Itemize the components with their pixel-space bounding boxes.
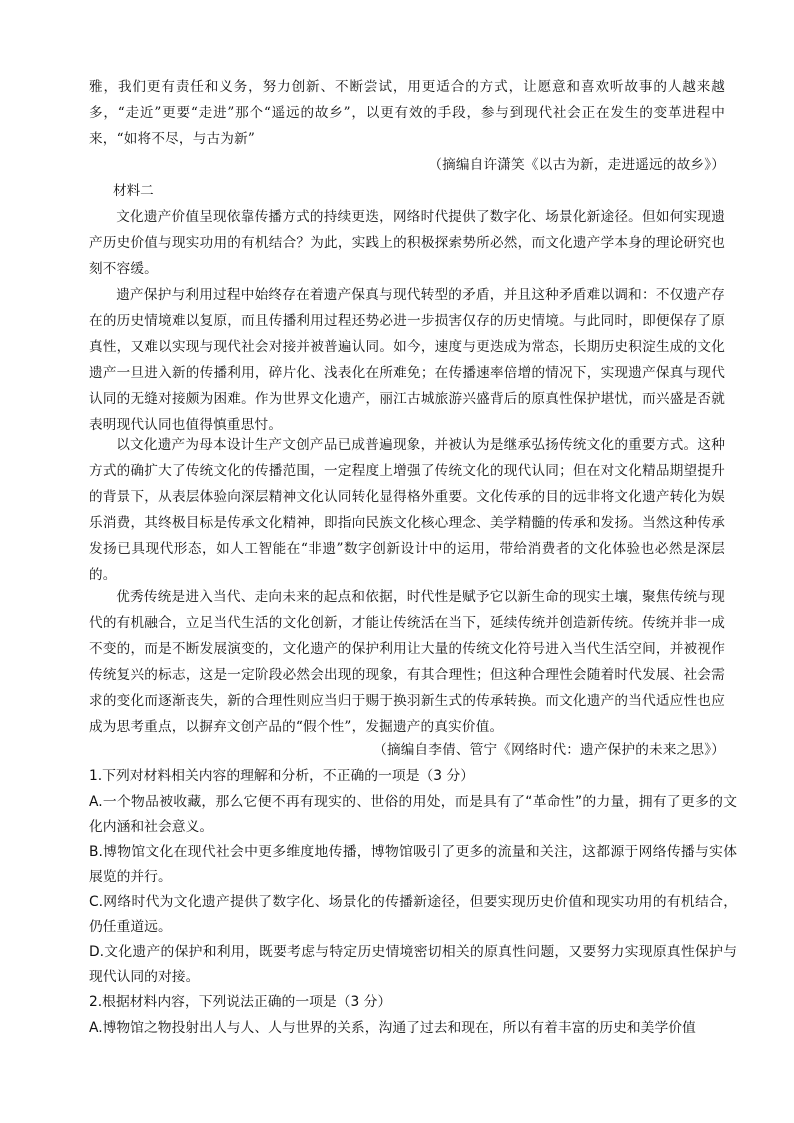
question-2-option-a: A.博物馆之物投射出人与人、人与世界的关系，沟通了过去和现在，所以有着丰富的历史和美学价值 (89, 1020, 696, 1036)
paragraph-1: 文化遗产价值呈现依靠传播方式的持续更迭，网络时代提供了数字化、场景化新途径。但如何实现遗产历史价值与现实功用的有机结合？为此，实践上的积极探索势所必然，而文化遗产学本身的理论研究也刻不容缓。 (89, 209, 725, 277)
source-citation-1: （摘编自许潇笑《以古为新，走进遥远的故乡》） (428, 157, 725, 173)
question-1-stem: 1.下列对材料相关内容的理解和分析，不正确的一项是（3 分） (89, 768, 475, 784)
paragraph-2: 遗产保护与利用过程中始终存在着遗产保真与现代转型的矛盾，并且这种矛盾难以调和：不仅遗产存在的历史情境难以复原，而且传播利用过程还势必进一步损害仅存的历史情境。与此同时，即便保存了原真性，又难以实现与现代社会对接并被普遍认同。如今，速度与更迭成为常态，长期历史积淀生成的文化遗产一旦进入新的传播利用，碎片化、浅表化在所难免；在传播速率倍增的情况下，实现遗产保真与现代认同的无缝对接颇为困难。作为世界文化遗产，丽江古城旅游兴盛背后的原真性保护堪忧，而兴盛是否就表明现代认同也值得慎重思忖。 (89, 287, 725, 433)
section-heading-material-2: 材料二 (113, 183, 154, 199)
paragraph-3: 以文化遗产为母本设计生产文创产品已成普遍现象，并被认为是继承弘扬传统文化的重要方式。这种方式的确扩大了传统文化的传播范围，一定程度上增强了传统文化的现代认同；但在对文化精品期望提升的背景下，从表层体验向深层精神文化认同转化显得格外重要。文化传承的目的远非将文化遗产转化为娱乐消费，其终极目标是传承文化精神，即指向民族文化核心理念、美学精髓的传承和发扬。当然这种传承发扬已具现代形态，如人工智能在“非遗”数字创新设计中的运用，带给消费者的文化体验也必然是深层的。 (89, 437, 725, 583)
paragraph-4: 优秀传统是进入当代、走向未来的起点和依据，时代性是赋予它以新生命的现实土壤，聚焦传统与现代的有机融合，立足当代生活的文化创新，才能让传统活在当下，延续传统并创造新传统。传统并非一成不变的，而是不断发展演变的，文化遗产的保护利用让大量的传统文化符号进入当代生活空间，并被视作传统复兴的标志，这是一定阶段必然会出现的现象，有其合理性；但这种合理性会随着时代发展、社会需求的变化而逐渐丧失，新的合理性则应当归于赐于换羽新生式的传承转换。而文化遗产的当代适应性也应成为思考重点，以摒弃文创产品的“假个性”，发掘遗产的真实价值。 (89, 589, 725, 735)
question-2-stem: 2.根据材料内容，下列说法正确的一项是（3 分） (89, 994, 392, 1010)
paragraph-continuation: 雅，我们更有责任和义务，努力创新、不断尝试，用更适合的方式，让愿意和喜欢听故事的人越来越多，“走近”更要“走进”那个“遥远的故乡”，以更有效的手段，参与到现代社会正在发生的变革进程中来，“如将不尽，与古为新” (89, 79, 725, 147)
question-1-option-d: D.文化遗产的保护和利用，既要考虑与特定历史情境密切相关的原真性问题，又要努力实现原真性保护与现代认同的对接。 (89, 944, 737, 985)
question-1-option-c: C.网络时代为文化遗产提供了数字化、场景化的传播新途径，但要实现历史价值和现实功用的有机结合，仍任重道远。 (89, 894, 737, 935)
source-citation-2: （摘编自李倩、管宁《网络时代：遗产保护的未来之思》） (373, 742, 725, 758)
question-1-option-a: A.一个物品被收藏，那么它便不再有现实的、世俗的用处，而是具有了“革命性”的力量，拥有了更多的文化内涵和社会意义。 (89, 794, 737, 835)
question-1-option-b: B.博物馆文化在现代社会中更多维度地传播，博物馆吸引了更多的流量和关注，这都源于网络传播与实体展览的并行。 (89, 844, 737, 885)
